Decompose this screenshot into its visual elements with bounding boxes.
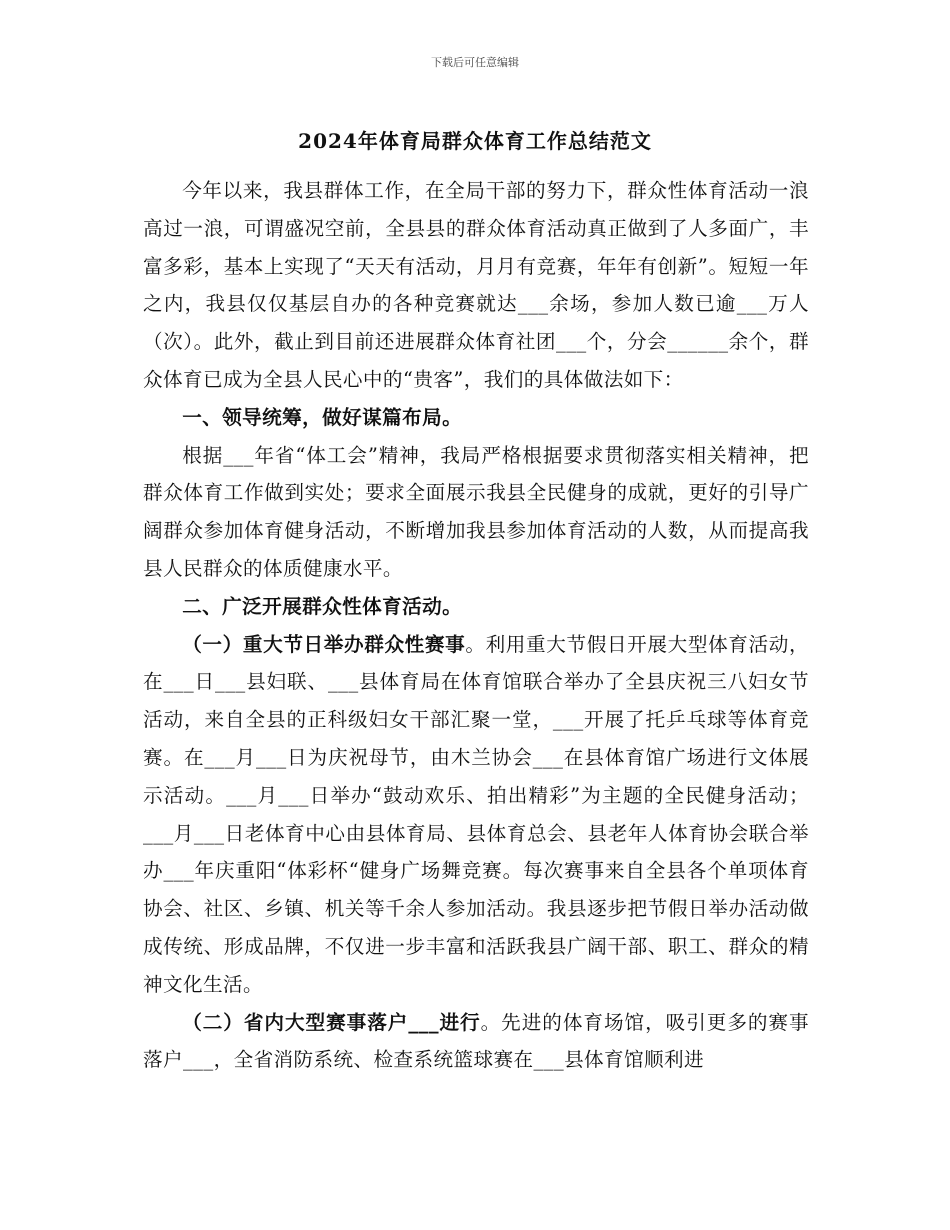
intro-paragraph: 今年以来，我县群体工作，在全局干部的努力下，群众性体育活动一浪高过一浪，可谓盛况空前，全县县的群众体育活动真正做到了人多面广，丰富多彩，基本上实现了“天天有活动，月月有竞赛，年年有创新”。短短一年之内，我县仅仅基层自办的各种竞赛就达___余场，参加人数已逾___万人（次）。此外，截止到目前还进展群众体育社团___个，分会______余个，群众体育已成为全县人民心中的“贵客”，我们的具体做法如下：	[143, 179, 809, 391]
subsection-2-text: 。先进的体育场馆，吸引更多的赛事落户___，全省消防系统、检查系统篮球赛在___县体育馆顺利进	[143, 1010, 809, 1072]
subsection-2-heading: （二）省内大型赛事落户___进行	[182, 1010, 481, 1034]
subsection-1-paragraph	[143, 626, 809, 1004]
document-title: 2024年体育局群众体育工作总结范文	[298, 129, 652, 153]
subsection-1-heading: （一）重大节日举办群众性赛事	[182, 632, 466, 656]
section-heading-2: 二、广泛开展群众性体育活动。	[182, 594, 463, 618]
page-header: 下载后可任意编辑	[431, 56, 519, 69]
subsection-1-text: 。利用重大节假日开展大型体育活动，在___日___县妇联、___县体育局在体育馆联合举办了全县庆祝三八妇女节活动，来自全县的正科级妇女干部汇聚一堂，___开展了托乒乓球等体育竞赛。在___月___日为庆祝母节，由木兰协会___在县体育馆广场进行文体展示活动。___月___日举办“鼓动欢乐、拍出精彩”为主题的全民健身活动；___月___日老体育中心由县体育局、县体育总会、县老年人体育协会联合举办___年庆重阳“体彩杯“健身广场舞竞赛。每次赛事来自全县各个单项体育协会、社区、乡镇、机关等千余人参加活动。我县逐步把节假日举办活动做成传统、形成品牌，不仅进一步丰富和活跃我县广阔干部、职工、群众的精神文化生活。	[143, 632, 809, 996]
subsection-2-paragraph	[143, 1004, 809, 1080]
section-heading-1: 一、领导统筹，做好谋篇布局。	[182, 405, 463, 429]
section-1-paragraph: 根据___年省“体工会”精神，我局严格根据要求贯彻落实相关精神，把群众体育工作做到实处；要求全面展示我县全民健身的成就，更好的引导广阔群众参加体育健身活动，不断增加我县参加体育活动的人数，从而提高我县人民群众的体质健康水平。	[143, 443, 809, 580]
document-body	[143, 172, 809, 1079]
